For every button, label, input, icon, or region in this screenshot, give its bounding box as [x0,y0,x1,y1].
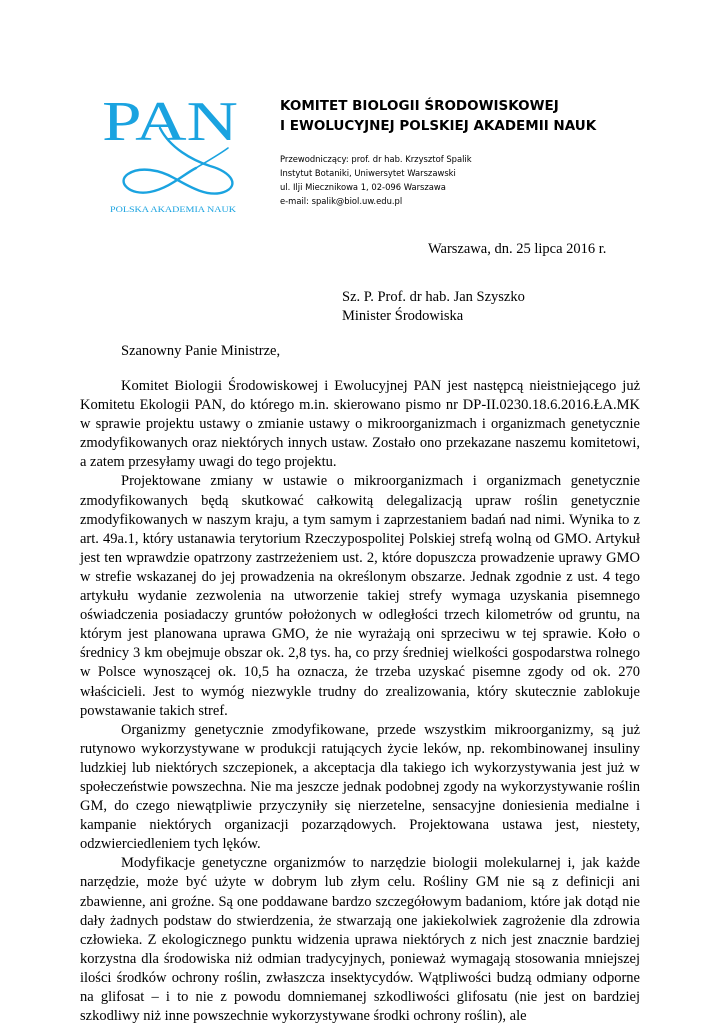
letter-date: Warszawa, dn. 25 lipca 2016 r. [428,241,607,257]
body-paragraph-2: Projektowane zmiany w ustawie o mikroorganizmach i organizmach genetycznie zmodyfikowanych będą skutkować całkowitą delegalizacją upraw roślin genetycznie zmodyfikowanych w naszym kraju, a tym samym i zaprzestaniem badań nad nimi. Wynika to z art. 49a.1, który ustanawia terytorium Rzeczypospolitej Polskiej strefą wolną od GMO. Artykuł jest ten wprawdzie opatrzony zastrzeżeniem ust. 2, które dopuszcza prowadzenie uprawy GMO w strefie wskazanej do jej prowadzenia na określonym obszarze. Jednak zgodnie z ust. 4 tego artykułu wydanie zezwolenia na utworzenie takiej strefy wymaga uzyskania pisemnego oświadczenia posiadaczy gruntów położonych w odległości trzech kilometrów od gruntu, na którym jest planowana uprawa GMO, że nie wyrażają oni sprzeciwu w tej sprawie. Koło o średnicy 3 km obejmuje obszar ok. 2,8 tys. ha, co przy średniej wielkości gospodarstwa rolnego w Polsce wynoszącej ok. 10,5 ha oznacza, że trzeba uzyskać pisemne zgody od ok. 270 właścicieli. Jest to wymóg niezwykle trudny do zrealizowania, który skutecznie zablokuje powstawanie takich stref. [80,473,640,719]
recipient-block [342,288,525,326]
letter-body [80,377,640,1026]
body-paragraph-3: Organizmy genetycznie zmodyfikowane, przede wszystkim mikroorganizmy, są już rutynowo wykorzystywane w produkcji ratujących życie leków, np. rekombinowanej insuliny ludzkiej lub niektórych szczepionek, a akceptacja dla takiego ich wykorzystywania jest już w społeczeństwie powszechna. Nie ma jeszcze jednak podobnej zgody na wykorzystywanie roślin GM, do czego niewątpliwie przyczyniły się nierzetelne, sensacyjne doniesienia medialne i kampanie niektórych organizacji pozarządowych. Projektowana ustawa jest, niestety, odzwierciedleniem tych lęków. [80,721,640,853]
logo-wordmark: PAN [102,91,238,153]
salutation: Szanowny Panie Ministrze, [121,343,281,359]
body-paragraph-1: Komitet Biologii Środowiskowej i Ewolucyjnej PAN jest następcą nieistniejącego już Komitetu Ekologii PAN, do którego m.in. skierowano pismo nr DP-II.0230.18.6.2016.ŁA.MK w sprawie projektu ustawy o zmianie ustawy o mikroorganizmach i organizmach genetycznie zmodyfikowanych oraz niektórych innych ustaw. Zostało ono przekazane naszemu komitetowi, a zatem przesyłamy uwagi do tego projektu. [80,378,640,471]
body-paragraph-4: Modyfikacje genetyczne organizmów to narzędzie biologii molekularnej i, jak każde narzędzie, może być użyte w dobrym lub złym celu. Rośliny GM nie są z definicji ani zbawienne, ani groźne. Są one poddawane bardzo szczegółowym badaniom, które jak dotąd nie dały żadnych podstaw do stwierdzenia, że stwarzają one jakiekolwiek zagrożenie dla zdrowia człowieka. Z ekologicznego punktu widzenia uprawa niektórych z nich jest znacznie bardziej korzystna dla środowiska niż odmian tradycyjnych, ponieważ wymagają stosowania mniejszej ilości środków ochrony roślin, zwłaszcza insektycydów. Wątpliwości budzą odmiany odporne na glifosat – i to nie z powodu domniemanej szkodliwości glifosatu (nie jest on bardziej szkodliwy niż inne powszechnie wykorzystywane środki ochrony roślin), ale [80,855,640,1025]
recipient-title: Minister Środowiska [342,308,464,324]
committee-title-line-1: KOMITET BIOLOGII ŚRODOWISKOWEJ [280,98,559,114]
committee-title [280,96,596,136]
committee-title-line-2: I EWOLUCYJNEJ POLSKIEJ AKADEMII NAUK [280,118,597,134]
recipient-name: Sz. P. Prof. dr hab. Jan Szyszko [342,289,525,305]
contact-email: e-mail: spalik@biol.uw.edu.pl [280,196,403,206]
logo-subtitle: POLSKA AKADEMIA NAUK [110,205,237,214]
contact-block [280,152,472,208]
pan-logo [100,88,250,218]
contact-chair: Przewodniczący: prof. dr hab. Krzysztof Spalik [280,154,472,164]
contact-institute: Instytut Botaniki, Uniwersytet Warszawski [280,168,456,178]
contact-address: ul. Ilji Miecznikowa 1, 02-096 Warszawa [280,182,446,192]
